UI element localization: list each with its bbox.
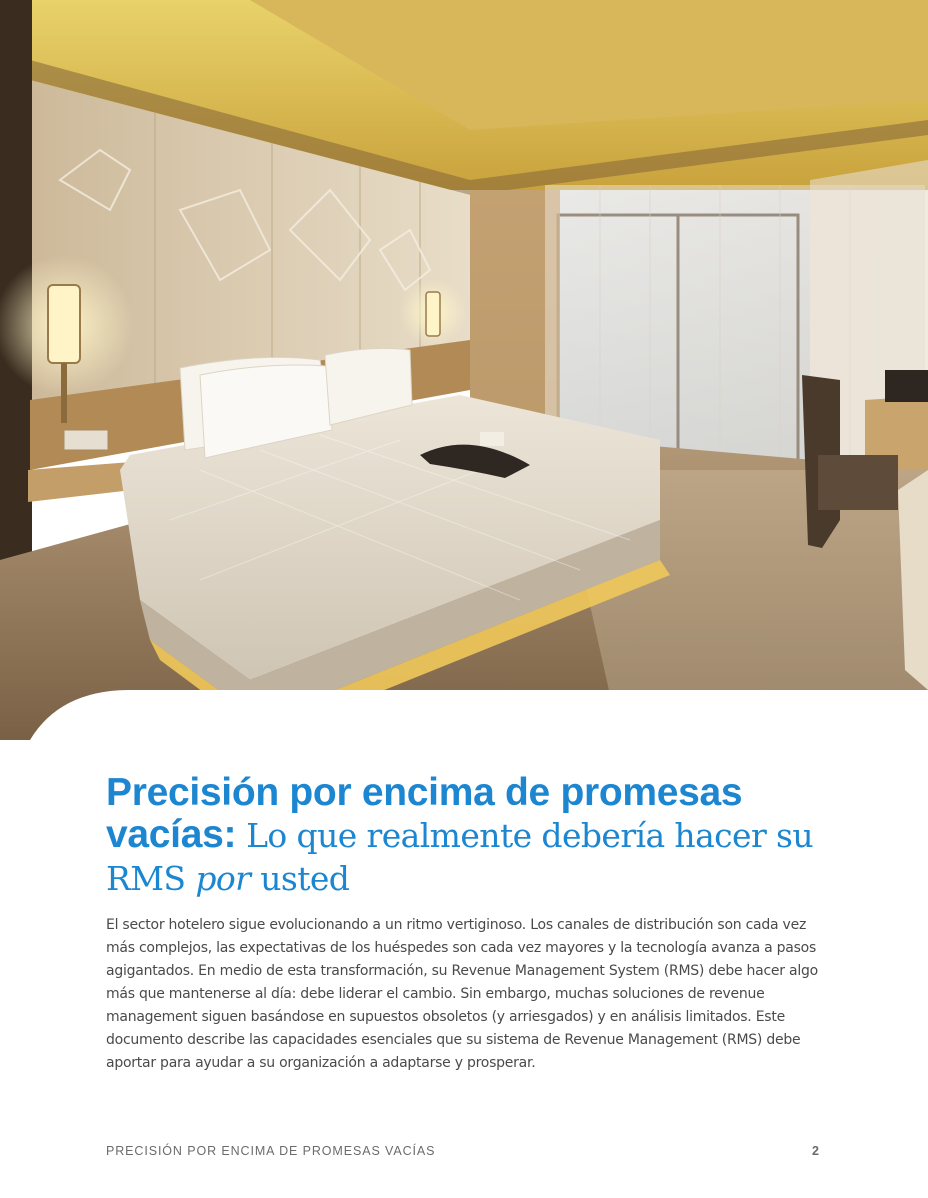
- title-bold: Precisión por encima de promesas vacías:: [106, 771, 743, 856]
- subtitle-part-2: usted: [250, 859, 350, 898]
- footer-running-title: PRECISIÓN POR ENCIMA DE PROMESAS VACÍAS: [106, 1144, 436, 1158]
- subtitle-italic: por: [195, 859, 251, 898]
- subtitle-part-1: Lo que realmente debería hacer su RMS: [106, 816, 814, 898]
- main-content: [106, 772, 826, 1075]
- page-title: [106, 772, 826, 900]
- footer-page-number: 2: [812, 1144, 819, 1158]
- intro-paragraph: El sector hotelero sigue evolucionando a un ritmo vertiginoso. Los canales de distribución son cada vez más complejos, las expectativas de los huéspedes son cada vez mayores y la tecnología avanza a pasos agigantados. En medio de esta transformación, su Revenue Management System (RMS) debe hacer algo más que mantenerse al día: debe liderar el cambio. Sin embargo, muchas soluciones de revenue management siguen basándose en supuestos obsoletos (y arriesgados) y en análisis limitados. Este documento describe las capacidades esenciales que su sistema de Revenue Management (RMS) debe aportar para ayudar a su organización a adaptarse y prosperar.: [106, 917, 818, 1071]
